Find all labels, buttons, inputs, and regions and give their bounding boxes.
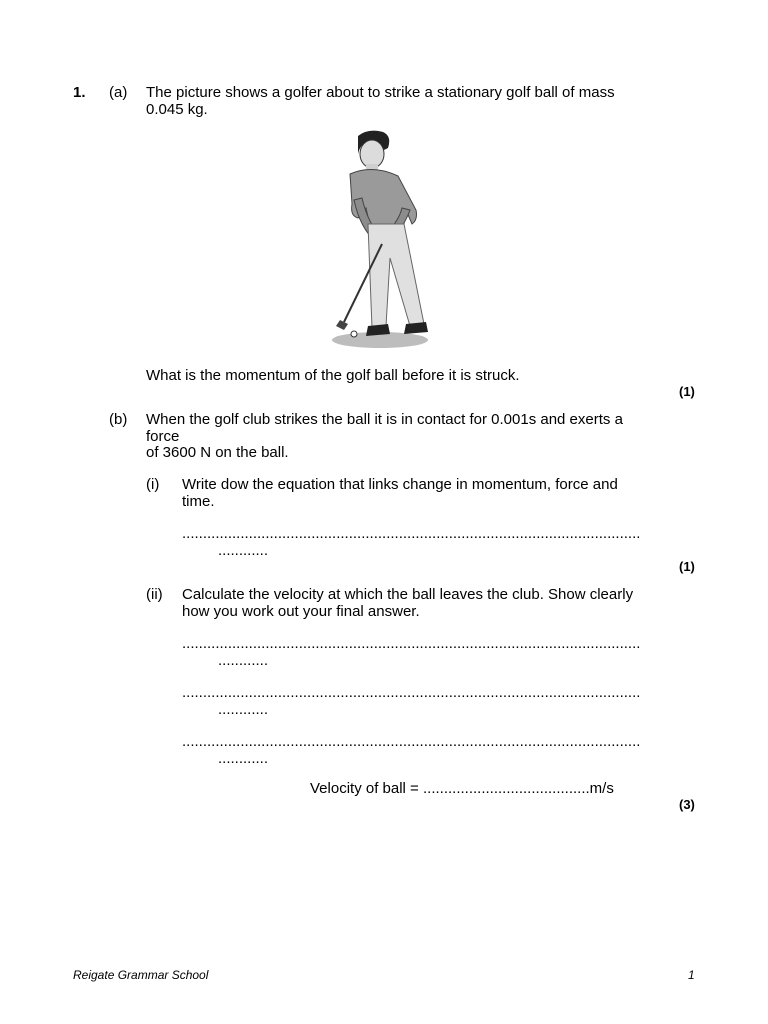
part-a-text-line2: 0.045 kg.: [146, 101, 208, 118]
sub-ii-text-line1: Calculate the velocity at which the ball leaves the club. Show clearly: [182, 586, 634, 603]
part-b-text-line3: of 3600 N on the ball.: [146, 444, 289, 461]
question-number: 1.: [73, 84, 86, 101]
sub-ii-answer-line-cont[interactable]: ............: [218, 652, 269, 669]
golfer-illustration: [328, 128, 440, 354]
sub-i-text-line1: Write dow the equation that links change in momentum, force and: [182, 476, 618, 493]
part-a-question: What is the momentum of the golf ball before it is struck.: [146, 367, 520, 384]
sub-i-answer-line[interactable]: ..............................................................................................................: [182, 525, 641, 542]
sub-ii-answer-line[interactable]: ..............................................................................................................: [182, 635, 641, 652]
sub-ii-text-line2: how you work out your final answer.: [182, 603, 420, 620]
sub-ii-answer-line[interactable]: ..............................................................................................................: [182, 684, 641, 701]
sub-ii-answer-line[interactable]: ..............................................................................................................: [182, 733, 641, 750]
part-a-marks: (1): [679, 384, 695, 399]
sub-ii-answer-line-cont[interactable]: ............: [218, 701, 269, 718]
part-a-text-line1: The picture shows a golfer about to strike a stationary golf ball of mass: [146, 84, 615, 101]
footer-school: Reigate Grammar School: [73, 968, 209, 982]
part-a-label: (a): [109, 84, 128, 101]
sub-i-marks: (1): [679, 559, 695, 574]
part-b-text-line2: force: [146, 428, 180, 445]
sub-ii-marks: (3): [679, 797, 695, 812]
sub-ii-label: (ii): [146, 586, 163, 603]
part-b-label: (b): [109, 411, 128, 428]
golf-ball-icon: [351, 331, 357, 337]
sub-ii-answer-line-cont[interactable]: ............: [218, 750, 269, 767]
sub-i-text-line2: time.: [182, 493, 215, 510]
sub-i-answer-line-cont[interactable]: ............: [218, 542, 269, 559]
part-b-text-line1: When the golf club strikes the ball it is in contact for 0.001s and exerts a: [146, 411, 623, 428]
footer-page-number: 1: [688, 968, 695, 982]
velocity-answer-line[interactable]: Velocity of ball = ........................................m/s: [310, 780, 614, 797]
sub-i-label: (i): [146, 476, 160, 493]
